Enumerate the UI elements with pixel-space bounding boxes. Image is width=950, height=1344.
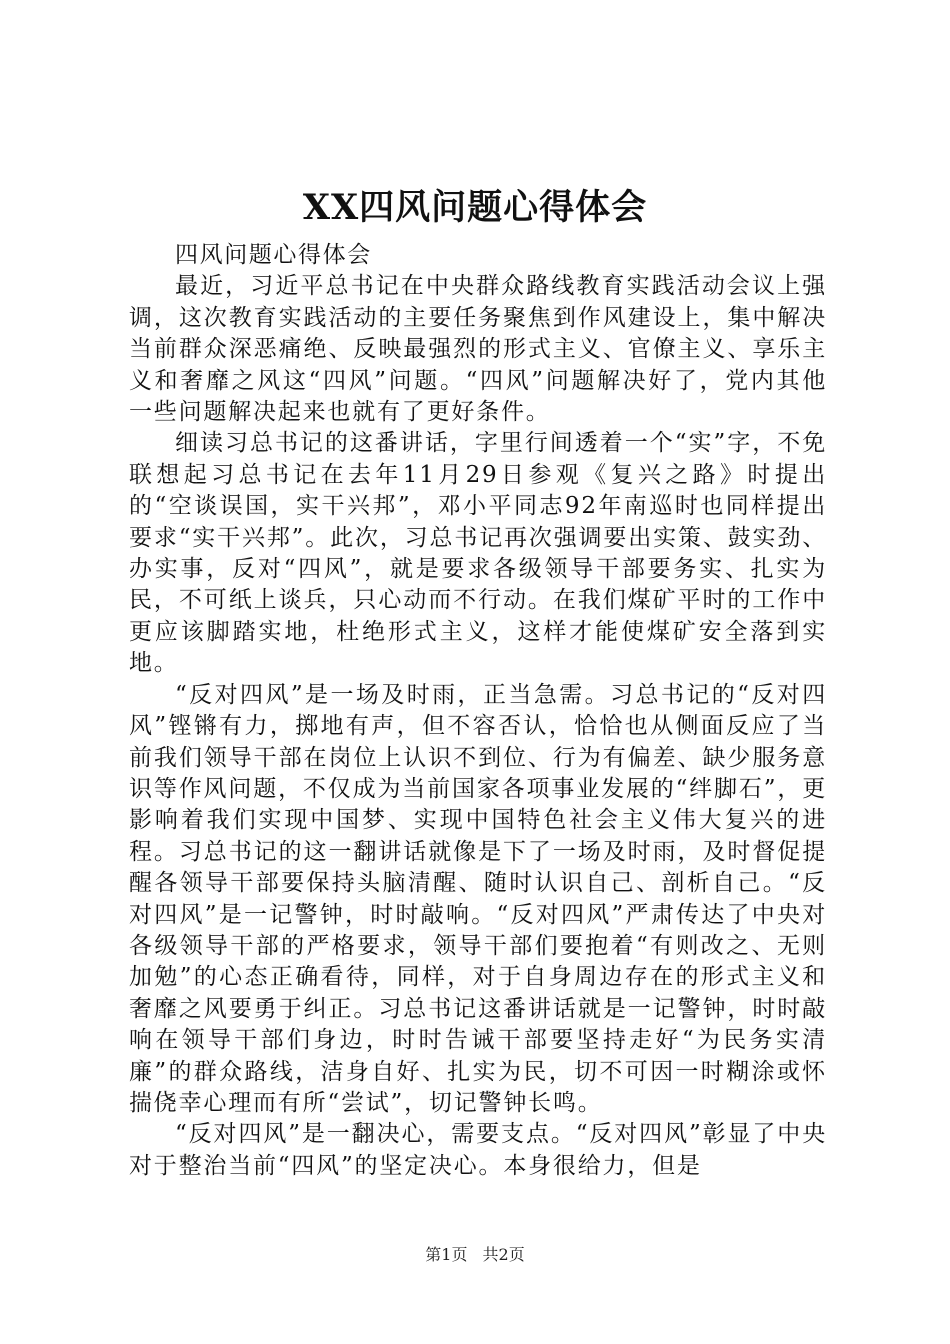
document-body (129, 240, 827, 1182)
document-subtitle: 四风问题心得体会 (175, 242, 372, 268)
page-total: 共2页 (482, 1245, 525, 1264)
document-title: XX四风问题心得体会 (302, 187, 648, 228)
paragraph-1: 最近，习近平总书记在中央群众路线教育实践活动会议上强调，这次教育实践活动的主要任务聚焦到作风建设上，集中解决当前群众深恶痛绝、反映最强烈的形式主义、官僚主义、享乐主义和奢靡之风这“四风”问题。“四风”问题解决好了，党内其他一些问题解决起来也就有了更好条件。 (129, 273, 827, 426)
paragraph-4: “反对四风”是一翻决心，需要支点。“反对四风”彰显了中央对于整治当前“四风”的坚定决心。本身很给力，但是 (129, 1121, 827, 1179)
page-footer (0, 1245, 950, 1265)
paragraph-2: 细读习总书记的这番讲话，字里行间透着一个“实”字，不免联想起习总书记在去年11月29日参观《复兴之路》时提出的“空谈误国，实干兴邦”，邓小平同志92年南巡时也同样提出要求“实干兴邦”。此次，习总书记再次强调要出实策、鼓实劲、办实事，反对“四风”，就是要求各级领导干部要务实、扎实为民，不可纸上谈兵，只心动而不行动。在我们煤矿平时的工作中更应该脚踏实地，杜绝形式主义，这样才能使煤矿安全落到实地。 (129, 430, 827, 677)
paragraph-3: “反对四风”是一场及时雨，正当急需。习总书记的“反对四风”铿锵有力，掷地有声，但不容否认，恰恰也从侧面反应了当前我们领导干部在岗位上认识不到位、行为有偏差、缺少服务意识等作风问题，不仅成为当前国家各项事业发展的“绊脚石”，更影响着我们实现中国梦、实现中国特色社会主义伟大复兴的进程。习总书记的这一翻讲话就像是下了一场及时雨，及时督促提醒各领导干部要保持头脑清醒、随时认识自己、剖析自己。“反对四风”是一记警钟，时时敲响。“反对四风”严肃传达了中央对各级领导干部的严格要求，领导干部们要抱着“有则改之、无则加勉”的心态正确看待，同样，对于自身周边存在的形式主义和奢靡之风要勇于纠正。习总书记这番讲话就是一记警钟，时时敲响在领导干部们身边，时时告诫干部要坚持走好“为民务实清廉”的群众路线，洁身自好、扎实为民，切不可因一时糊涂或怀揣侥幸心理而有所“尝试”，切记警钟长鸣。 (129, 681, 827, 1116)
page-number: 第1页 (425, 1245, 468, 1264)
